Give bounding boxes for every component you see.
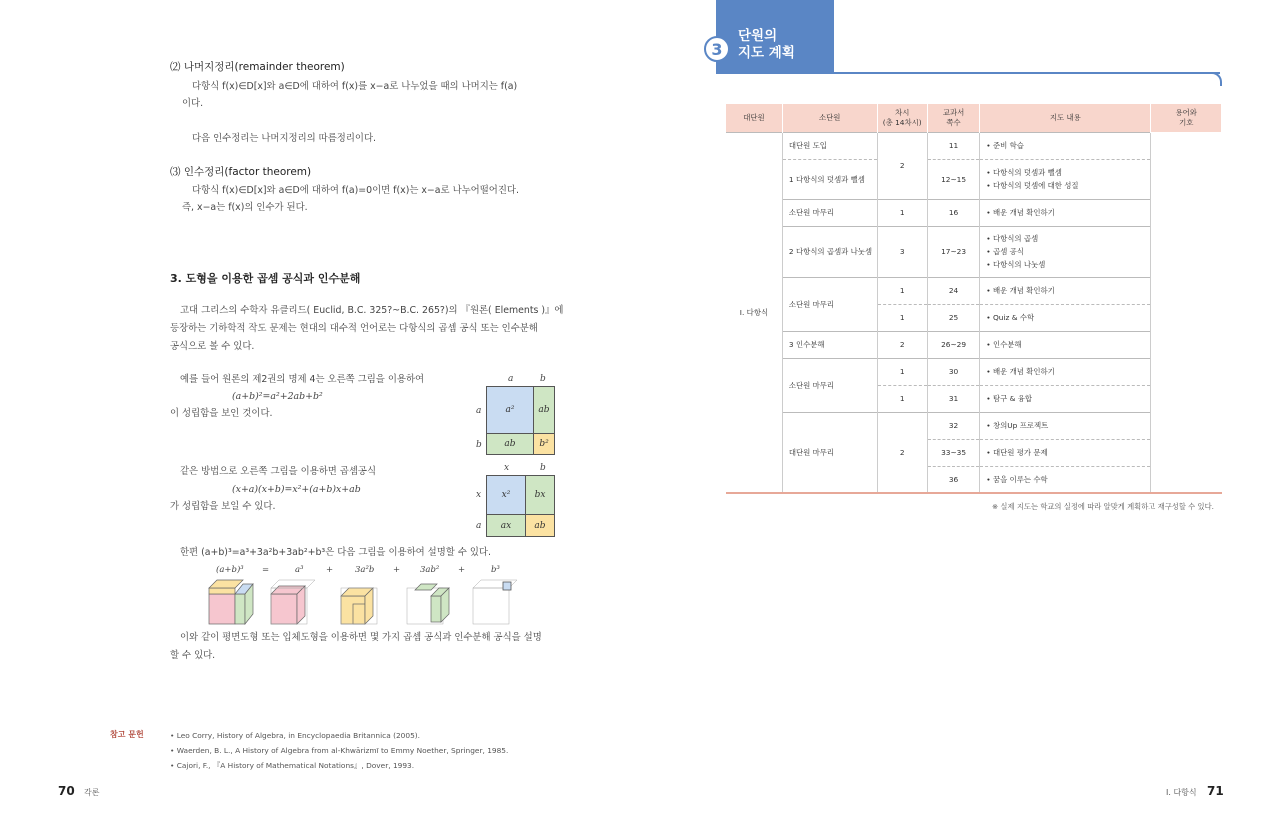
page-cell: 25 <box>927 304 979 331</box>
section-title-line2: 지도 계획 <box>738 45 795 61</box>
table-row <box>726 199 1222 226</box>
small-unit-cell: 대단원 마무리 <box>782 412 877 493</box>
intro-line: 공식으로 볼 수 있다. <box>170 341 255 352</box>
hours-cell: 1 <box>877 385 927 412</box>
hours-cell: 1 <box>877 199 927 226</box>
table-row <box>726 358 1222 385</box>
fig1-top-label-a: a <box>508 374 514 384</box>
cube-label: + <box>393 565 401 575</box>
remainder-theorem-text: 다항식 f(x)∈D[x]와 a∈D에 대하여 f(x)를 x−a로 나누었을 때의 나머지는 f(a) <box>192 81 518 92</box>
page-cell: 26~29 <box>927 331 979 358</box>
page-cell: 32 <box>927 412 979 439</box>
cube-b-cubed <box>473 580 517 624</box>
header-hours: 차시 (총 14차시) <box>877 104 927 132</box>
factor-theorem-text: 다항식 f(x)∈D[x]와 a∈D에 대하여 f(a)=0이면 f(x)는 x−a로 나누어떨어진다. <box>192 185 519 196</box>
content-cell: • 대단원 평가 문제 <box>980 439 1151 466</box>
cube-a-cubed <box>271 580 315 624</box>
table-row <box>726 226 1222 277</box>
page-cell: 12~15 <box>927 159 979 199</box>
section-number-badge: 3 <box>704 36 730 62</box>
content-cell: • 배운 개념 확인하기 <box>980 358 1151 385</box>
fig2-cell-ax: ax <box>486 514 526 537</box>
cube-label: 3ab² <box>420 565 440 575</box>
cube-label: 3a²b <box>355 565 375 575</box>
section-tab-curve <box>1206 72 1222 86</box>
content-cell: • 탐구 & 융합 <box>980 385 1151 412</box>
fig1-top-label-b: b <box>540 374 546 384</box>
header-terms: 용어와 기호 <box>1151 104 1222 132</box>
table-bottom-rule <box>726 492 1222 494</box>
factor-theorem-text-end: 즉, x−a는 f(x)의 인수가 된다. <box>182 202 308 213</box>
hours-cell: 2 <box>877 132 927 199</box>
section-tab-line <box>716 72 1220 74</box>
cube-intro-text: 한편 (a+b)³=a³+3a²b+3ab²+b³은 다음 그림을 이용하여 설명할 수 있다. <box>180 547 491 558</box>
hours-cell: 2 <box>877 331 927 358</box>
cube-3a2b <box>341 588 377 624</box>
page-cell: 33~35 <box>927 439 979 466</box>
content-cell: • 꿈을 이루는 수학 <box>980 466 1151 493</box>
content-line: • 곱셈 공식 <box>986 247 1024 256</box>
small-unit-cell: 2 다항식의 곱셈과 나눗셈 <box>782 226 877 277</box>
reference-item: • Waerden, B. L., A History of Algebra from al-Khwārizmī to Emmy Noether, Springer, 1985. <box>170 746 509 755</box>
left-page-number: 70 <box>58 784 75 798</box>
reference-item: • Cajori, F., 『A History of Mathematical Notations』, Dover, 1993. <box>170 761 415 770</box>
terms-cell <box>1151 132 1222 493</box>
example1-text: 예를 들어 원론의 제2권의 명제 4는 오른쪽 그림을 이용하여 <box>180 374 425 385</box>
left-page-label: 각론 <box>84 788 100 797</box>
cube-3ab2 <box>407 584 449 624</box>
intro-line: 고대 그리스의 수학자 유클리드( Euclid, B.C. 325?~B.C. 265?)의 『원론( Elements )』에 <box>180 305 564 316</box>
table-row <box>726 412 1222 439</box>
hours-cell: 3 <box>877 226 927 277</box>
content-cell: • 배운 개념 확인하기 <box>980 199 1151 226</box>
table-row <box>726 331 1222 358</box>
right-page-label: Ⅰ. 다항식 <box>1166 788 1197 797</box>
small-unit-cell: 소단원 마무리 <box>782 358 877 412</box>
fig1-cell-a-squared: a² <box>486 386 534 434</box>
section-title: 3. 도형을 이용한 곱셈 공식과 인수분해 <box>170 272 361 285</box>
hours-cell: 1 <box>877 277 927 304</box>
content-cell: • 창의Up 프로젝트 <box>980 412 1151 439</box>
example2-text-end: 가 성립함을 보일 수 있다. <box>170 501 276 512</box>
example1-text-end: 이 성립함을 보인 것이다. <box>170 408 273 419</box>
content-cell: • Quiz & 수학 <box>980 304 1151 331</box>
small-unit-cell: 3 인수분해 <box>782 331 877 358</box>
cube-label: = <box>262 565 270 575</box>
example2-text: 같은 방법으로 오른쪽 그림을 이용하면 곱셈공식 <box>180 466 377 477</box>
cube-label: + <box>326 565 334 575</box>
right-page-number: 71 <box>1207 784 1224 798</box>
content-line: • 다항식의 나눗셈 <box>986 260 1046 269</box>
factor-theorem-heading: ⑶ 인수정리(factor theorem) <box>170 166 312 178</box>
header-big-unit: 대단원 <box>726 104 782 132</box>
page-cell: 24 <box>927 277 979 304</box>
teaching-plan-table <box>726 104 1222 494</box>
references-badge: 참고 문헌 <box>110 730 144 739</box>
section-title-line1: 단원의 <box>738 28 778 44</box>
page-cell: 11 <box>927 132 979 159</box>
table-row <box>726 159 1222 199</box>
page-cell: 30 <box>927 358 979 385</box>
cube-label: b³ <box>491 565 500 575</box>
fig2-cell-ab: ab <box>525 514 555 537</box>
header-content: 지도 내용 <box>980 104 1151 132</box>
closing-text-end: 할 수 있다. <box>170 650 216 661</box>
content-cell: • 인수분해 <box>980 331 1151 358</box>
cube-label: a³ <box>295 565 304 575</box>
reference-item: • Leo Corry, History of Algebra, in Encyclopaedia Britannica (2005). <box>170 731 421 740</box>
content-line: • 다항식의 덧셈에 대한 성질 <box>986 181 1079 190</box>
fig1-cell-b-squared: b² <box>533 433 555 455</box>
table-note: ※ 실제 지도는 학교의 실정에 따라 알맞게 계획하고 재구성할 수 있다. <box>992 502 1214 511</box>
fig1-side-label-b: b <box>476 440 482 450</box>
header-pages: 교과서 쪽수 <box>927 104 979 132</box>
small-unit-cell: 소단원 마무리 <box>782 277 877 331</box>
content-cell <box>980 226 1151 277</box>
page-cell: 16 <box>927 199 979 226</box>
cube-label: + <box>458 565 466 575</box>
hours-cell: 2 <box>877 412 927 493</box>
references-list <box>170 728 508 773</box>
fig2-cell-bx: bx <box>525 475 555 515</box>
fig2-top-label-b: b <box>540 463 546 473</box>
content-line: • 다항식의 곱셈 <box>986 234 1039 243</box>
page-cell: 36 <box>927 466 979 493</box>
content-cell <box>980 159 1151 199</box>
intro-line: 등장하는 기하학적 작도 문제는 현대의 대수적 언어로는 다항식의 곱셈 공식 또는 인수분해 <box>170 323 538 334</box>
section-title-tab <box>738 28 795 62</box>
fig1-cell-ab-top: ab <box>533 386 555 434</box>
fig2-cell-x-squared: x² <box>486 475 526 515</box>
header-small-unit: 소단원 <box>782 104 877 132</box>
remainder-theorem-text-end: 이다. <box>182 98 204 109</box>
closing-text: 이와 같이 평면도형 또는 입체도형을 이용하면 몇 가지 곱셈 공식과 인수분해 공식을 설명 <box>180 632 542 643</box>
hours-cell: 1 <box>877 358 927 385</box>
content-line: • 다항식의 덧셈과 뺄셈 <box>986 168 1062 177</box>
example2-formula: (x+a)(x+b)=x²+(a+b)x+ab <box>232 484 361 495</box>
example1-formula: (a+b)²=a²+2ab+b² <box>232 391 323 402</box>
small-unit-cell: 대단원 도입 <box>782 132 877 159</box>
fig1-cell-ab-bottom: ab <box>486 433 534 455</box>
big-unit-cell: Ⅰ. 다항식 <box>726 132 782 493</box>
table-header-row <box>726 104 1222 132</box>
fig1-side-label-a: a <box>476 406 482 416</box>
fig2-side-label-a: a <box>476 521 482 531</box>
content-cell: • 준비 학습 <box>980 132 1151 159</box>
small-unit-cell: 1 다항식의 덧셈과 뺄셈 <box>782 159 877 199</box>
small-unit-cell: 소단원 마무리 <box>782 199 877 226</box>
fig2-side-label-x: x <box>476 490 482 500</box>
page-cell: 31 <box>927 385 979 412</box>
cube-label: (a+b)³ <box>216 565 244 575</box>
corollary-text: 다음 인수정리는 나머지정리의 따름정리이다. <box>192 133 376 144</box>
page-cell: 17~23 <box>927 226 979 277</box>
remainder-theorem-heading: ⑵ 나머지정리(remainder theorem) <box>170 61 345 73</box>
cube-illustrations <box>205 578 525 628</box>
fig2-top-label-x: x <box>504 463 510 473</box>
content-cell: • 배운 개념 확인하기 <box>980 277 1151 304</box>
table-row <box>726 132 1222 159</box>
table-row <box>726 277 1222 304</box>
cube-a-plus-b <box>209 580 253 624</box>
hours-cell: 1 <box>877 304 927 331</box>
